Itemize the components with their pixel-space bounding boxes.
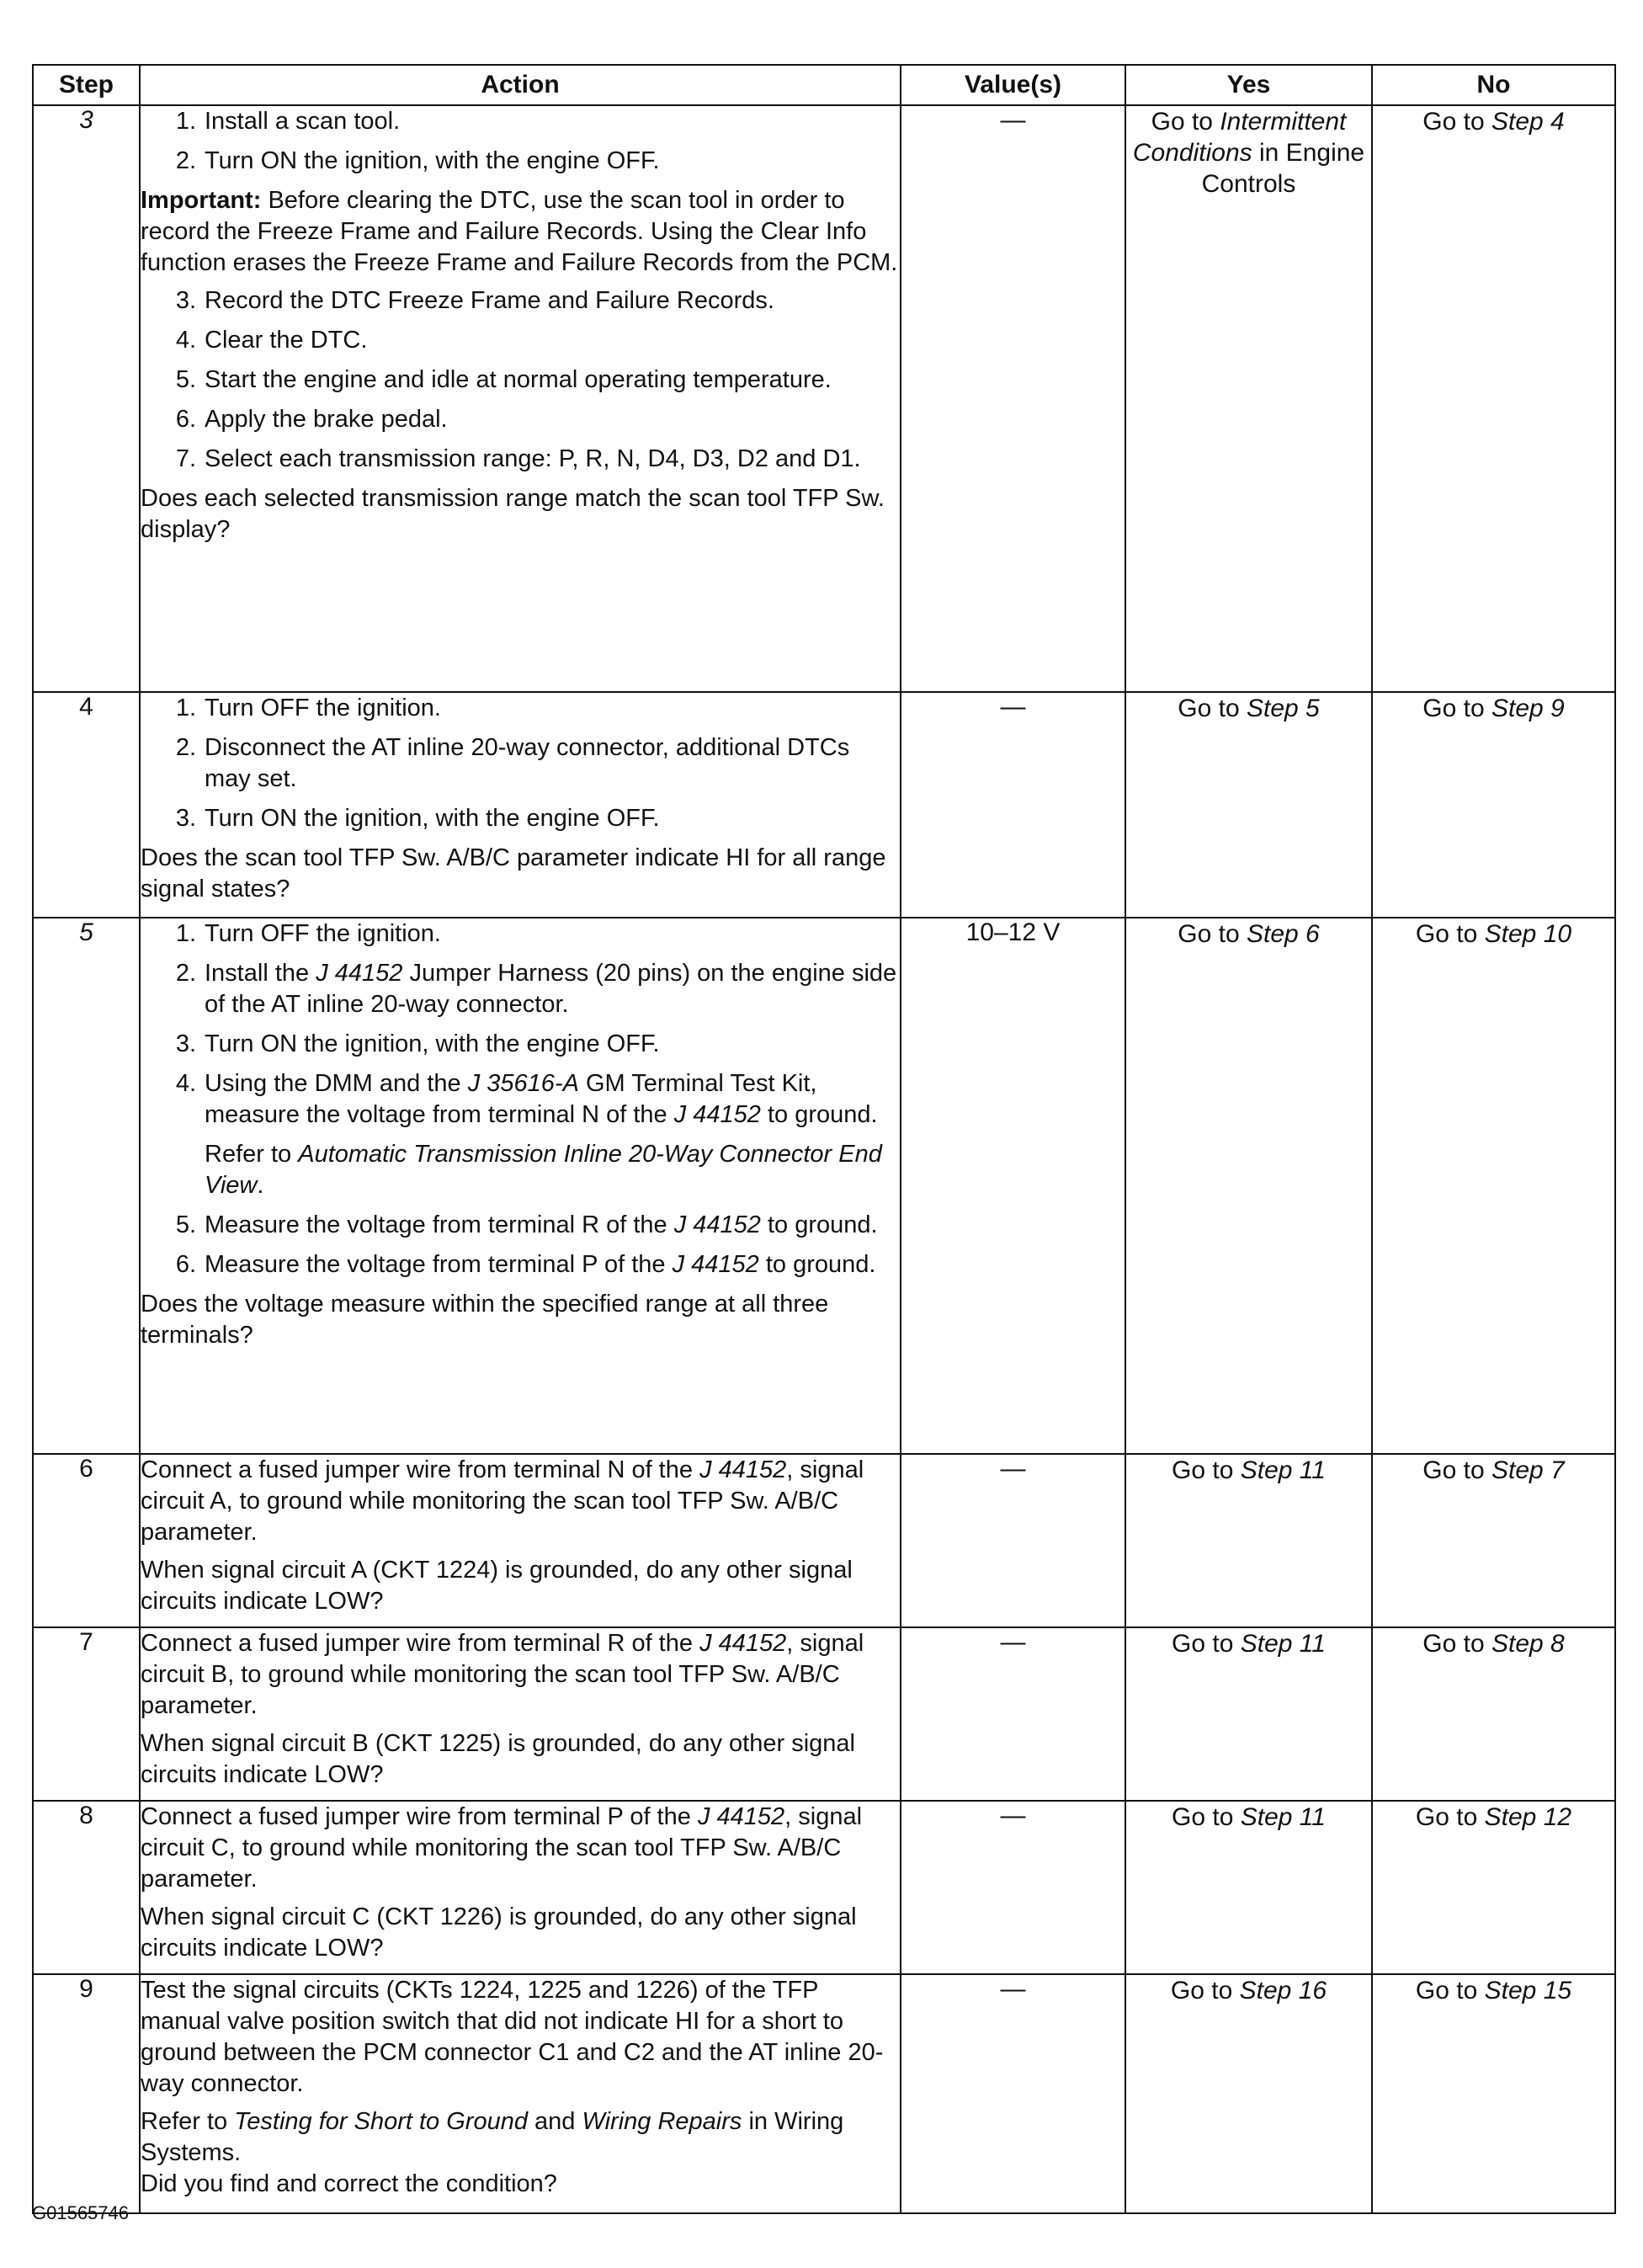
diagnostic-table [32, 64, 1616, 2214]
yes-link: Step 5 [1246, 695, 1320, 722]
no-cell: Go to Step 7 [1372, 1454, 1615, 1627]
no-link: Step 10 [1484, 920, 1572, 948]
no-cell: Go to Step 8 [1372, 1627, 1615, 1801]
list-item: 2. Disconnect the AT inline 20-way connector, additional DTCs may set. [175, 734, 850, 792]
action-cell [140, 105, 901, 692]
no-link: Step 12 [1484, 1803, 1572, 1831]
list-item: 5. Measure the voltage from terminal R of the J 44152 to ground. [175, 1211, 878, 1238]
table-row [33, 1454, 1615, 1627]
list-item: 3. Turn ON the ignition, with the engine OFF. [175, 1030, 660, 1057]
action-cell [140, 1627, 901, 1801]
list-item: 2. Install the J 44152 Jumper Harness (20 pins) on the engine side of the AT inline 20-way connector. [175, 960, 897, 1018]
value-cell: — [901, 1454, 1125, 1627]
action-list [141, 918, 900, 1131]
action-list [141, 693, 900, 834]
refer-note: Refer to Testing for Short to Ground and Wiring Repairs in Wiring Systems. [141, 2108, 844, 2166]
list-item: 4. Using the DMM and the J 35616-A GM Terminal Test Kit, measure the voltage from terminal N of the J 44152 to ground. [175, 1070, 878, 1128]
action-cell [140, 1974, 901, 2213]
list-item: 1. Install a scan tool. [175, 108, 401, 135]
step-question: When signal circuit A (CKT 1224) is grounded, do any other signal circuits indicate LOW? [141, 1557, 853, 1615]
action-text: Connect a fused jumper wire from terminal N of the J 44152, signal circuit A, to ground while monitoring the scan tool TFP Sw. A/B/C parameter. [141, 1456, 864, 1546]
value-cell: — [901, 1627, 1125, 1801]
step-question: Does the scan tool TFP Sw. A/B/C parameter indicate HI for all range signal states? [141, 844, 886, 902]
no-cell: Go to Step 12 [1372, 1801, 1615, 1974]
list-item: 1. Turn OFF the ignition. [175, 695, 441, 721]
list-item: 7. Select each transmission range: P, R, N, D4, D3, D2 and D1. [175, 445, 861, 472]
refer-note: Refer to Automatic Transmission Inline 20-Way Connector End View. [205, 1141, 882, 1199]
action-text: Test the signal circuits (CKTs 1224, 1225 and 1226) of the TFP manual valve position switch that did not indicate HI for a short to ground between the PCM connector C1 and C2 and the AT inline 20-way connector. [141, 1977, 884, 2097]
list-item: 5. Start the engine and idle at normal operating temperature. [175, 366, 832, 393]
value-cell: — [901, 1974, 1125, 2213]
no-link: Step 4 [1491, 108, 1565, 136]
action-list [141, 106, 900, 177]
no-cell: Go to Step 4 [1372, 105, 1615, 692]
list-item: 3. Record the DTC Freeze Frame and Failure Records. [175, 287, 774, 314]
figure-id: G01565746 [32, 2202, 129, 2223]
value-cell: — [901, 1801, 1125, 1974]
step-number: 7 [33, 1627, 140, 1801]
yes-cell: Go to Step 11 [1125, 1801, 1372, 1974]
yes-link: Step 6 [1246, 920, 1320, 948]
table-row [33, 105, 1615, 692]
yes-link: Step 11 [1240, 1630, 1326, 1658]
yes-link: Step 11 [1240, 1456, 1326, 1484]
header-no: No [1372, 65, 1615, 105]
no-cell: Go to Step 15 [1372, 1974, 1615, 2213]
step-question: When signal circuit B (CKT 1225) is grounded, do any other signal circuits indicate LOW? [141, 1730, 855, 1788]
action-list [141, 1210, 900, 1280]
yes-cell: Go to Step 5 [1125, 692, 1372, 918]
no-link: Step 7 [1491, 1456, 1565, 1484]
yes-cell: Go to Step 11 [1125, 1627, 1372, 1801]
step-number: 6 [33, 1454, 140, 1627]
no-link: Step 8 [1491, 1630, 1565, 1658]
step-number: 4 [33, 692, 140, 918]
action-cell [140, 692, 901, 918]
important-note: Important: Before clearing the DTC, use the scan tool in order to record the Freeze Frame and Failure Records. Using the Clear Info function erases the Freeze Frame and Failure Records from the PCM. [141, 187, 898, 276]
action-text: Connect a fused jumper wire from terminal R of the J 44152, signal circuit B, to ground while monitoring the scan tool TFP Sw. A/B/C parameter. [141, 1630, 864, 1719]
no-cell: Go to Step 9 [1372, 692, 1615, 918]
yes-cell: Go to Step 6 [1125, 918, 1372, 1454]
list-item: 1. Turn OFF the ignition. [175, 920, 441, 947]
no-cell: Go to Step 10 [1372, 918, 1615, 1454]
header-values: Value(s) [901, 65, 1125, 105]
step-question: When signal circuit C (CKT 1226) is grounded, do any other signal circuits indicate LOW? [141, 1903, 857, 1962]
no-link: Step 9 [1491, 695, 1565, 722]
step-number: 9 [33, 1974, 140, 2213]
value-cell: — [901, 105, 1125, 692]
list-item: 4. Clear the DTC. [175, 327, 368, 354]
table-row [33, 918, 1615, 1454]
table-row [33, 1801, 1615, 1974]
value-cell: — [901, 692, 1125, 918]
step-question: Does the voltage measure within the specified range at all three terminals? [141, 1291, 829, 1349]
action-list [141, 285, 900, 475]
step-question: Did you find and correct the condition? [141, 2170, 557, 2197]
yes-link: Intermittent Conditions [1132, 108, 1347, 167]
table-row [33, 1627, 1615, 1801]
table-row [33, 1974, 1615, 2213]
yes-link: Step 11 [1240, 1803, 1326, 1831]
action-cell [140, 1454, 901, 1627]
yes-cell: Go to Step 16 [1125, 1974, 1372, 2213]
action-text: Connect a fused jumper wire from terminal P of the J 44152, signal circuit C, to ground while monitoring the scan tool TFP Sw. A/B/C parameter. [141, 1803, 863, 1893]
header-action: Action [140, 65, 901, 105]
table-row [33, 692, 1615, 918]
no-link: Step 15 [1484, 1977, 1572, 2004]
list-item: 2. Turn ON the ignition, with the engine OFF. [175, 147, 660, 174]
diagnostic-table-page [32, 64, 1614, 2214]
action-cell [140, 1801, 901, 1974]
list-item: 6. Apply the brake pedal. [175, 406, 448, 433]
yes-cell: Go to Intermittent Conditions in Engine Controls [1125, 105, 1372, 692]
action-cell [140, 918, 901, 1454]
header-step: Step [33, 65, 140, 105]
header-yes: Yes [1125, 65, 1372, 105]
refer-link: Automatic Transmission Inline 20-Way Connector End View [205, 1141, 882, 1199]
list-item: 6. Measure the voltage from terminal P of the J 44152 to ground. [175, 1251, 876, 1278]
yes-cell: Go to Step 11 [1125, 1454, 1372, 1627]
list-item: 3. Turn ON the ignition, with the engine OFF. [175, 805, 660, 832]
table-header-row [33, 65, 1615, 105]
value-cell: 10–12 V [901, 918, 1125, 1454]
refer-link: Wiring Repairs [582, 2108, 742, 2135]
refer-link: Testing for Short to Ground [234, 2108, 528, 2135]
step-number: 5 [33, 918, 140, 1454]
step-number: 3 [33, 105, 140, 692]
step-number: 8 [33, 1801, 140, 1974]
yes-link: Step 16 [1239, 1977, 1327, 2004]
step-question: Does each selected transmission range match the scan tool TFP Sw. display? [141, 485, 885, 543]
